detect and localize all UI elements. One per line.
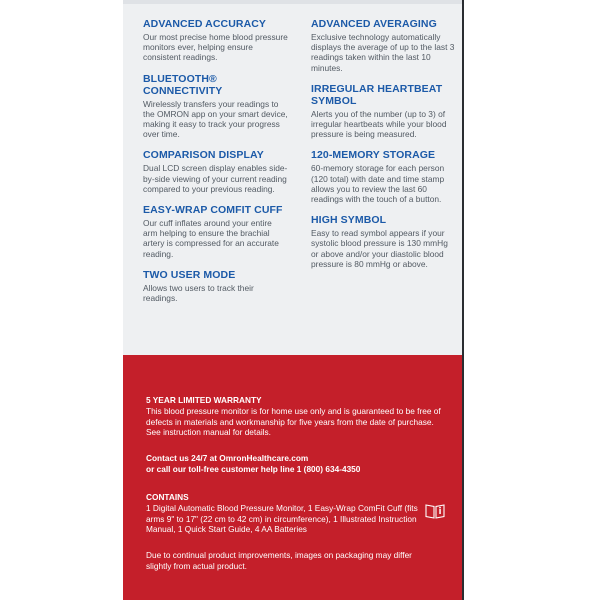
feature-body: 60-memory storage for each person (120 total) with date and time stamp allows you to review the last 60 readings with the touch of a button. (311, 163, 445, 205)
box-edge-stripe (462, 0, 464, 600)
disclaimer: Due to continual product improvements, images on packaging may differ slightly from actual product. (146, 550, 412, 571)
contact-line-1: Contact us 24/7 at OmronHealthcare.com (146, 453, 309, 463)
contains-title: CONTAINS (146, 492, 189, 502)
feature-body: Our cuff inflates around your entire arm helping to ensure the brachial artery is compressed for an accurate reading. (143, 218, 279, 259)
features-right-column (311, 18, 456, 279)
box-top-edge (123, 0, 462, 4)
warranty-title: 5 YEAR LIMITED WARRANTY (146, 395, 262, 405)
feature-title: TWO USER MODE (143, 268, 236, 281)
product-box (123, 0, 462, 600)
feature-title: ADVANCED AVERAGING (311, 18, 437, 30)
features-left-column (143, 18, 288, 313)
feature-title: HIGH SYMBOL (311, 214, 387, 227)
feature-two-user-mode (143, 269, 288, 303)
warranty-block (146, 395, 446, 438)
feature-panel (123, 0, 462, 355)
feature-body: Easy to read symbol appears if your systolic blood pressure is 130 mmHg or above and/or your diastolic blood pressure is 80 mmHg or above. (311, 228, 448, 269)
feature-body: Our most precise home blood pressure monitors ever, helping ensure consistent readings. (143, 32, 288, 63)
feature-body: Exclusive technology automatically displays the average of up to the last 3 readings taken within the last 10 minutes. (311, 32, 455, 73)
contains-block (146, 492, 418, 535)
feature-body: Dual LCD screen display enables side-by-side viewing of your current reading compared to your previous reading. (143, 163, 288, 194)
feature-title: COMPARISON DISPLAY (143, 149, 264, 162)
contact-line-2: or call our toll-free customer help line 1 (800) 634-4350 (146, 463, 361, 474)
feature-title: ADVANCED ACCURACY (143, 18, 267, 30)
feature-easy-wrap-cuff (143, 204, 288, 259)
info-panel (123, 355, 462, 600)
feature-body: Allows two users to track their readings. (143, 282, 254, 304)
feature-irregular-heartbeat (311, 83, 456, 140)
feature-high-symbol (311, 214, 456, 269)
feature-advanced-averaging (311, 18, 456, 73)
feature-comparison-display (143, 149, 288, 194)
manual-icon (425, 503, 445, 519)
contains-body: 1 Digital Automatic Blood Pressure Monitor, 1 Easy-Wrap ComFit Cuff (fits arms 9" to 17" (22 cm to 42 cm) in circumference), 1 Illustrated Instruction Manual, 1 Quick Start Guide, 4 AA Batteries (146, 502, 418, 535)
feature-title: IRREGULAR HEARTBEAT SYMBOL (311, 82, 443, 107)
warranty-body: This blood pressure monitor is for home use only and is guaranteed to be free of defects in materials and workmanship for five years from the date of purchase. See instruction manual for details. (146, 405, 441, 438)
feature-advanced-accuracy (143, 18, 288, 63)
feature-body: Wirelessly transfers your readings to the OMRON app on your smart device, making it easy to track your progress over time. (143, 98, 288, 140)
feature-title: BLUETOOTH® CONNECTIVITY (143, 72, 223, 97)
feature-bluetooth (143, 73, 288, 140)
feature-body: Alerts you of the number (up to 3) of irregular heartbeats while your blood pressure is being measured. (311, 108, 447, 140)
feature-memory-storage (311, 149, 456, 204)
contact-block (146, 453, 446, 475)
feature-title: EASY-WRAP COMFIT CUFF (143, 204, 283, 217)
feature-title: 120-MEMORY STORAGE (311, 149, 436, 162)
